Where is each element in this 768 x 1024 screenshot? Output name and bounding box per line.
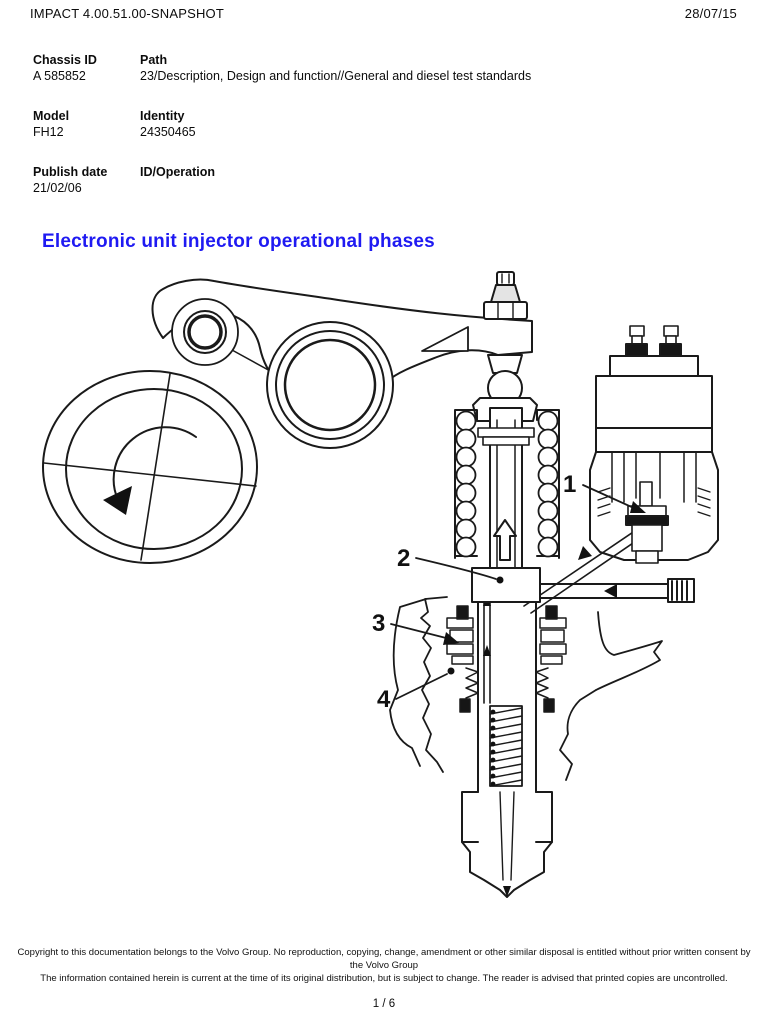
metadata-row-chassis <box>33 52 738 84</box>
page-number: 1 / 6 <box>372 998 396 1010</box>
path-label: Path <box>140 53 168 67</box>
chassis-id-value: A 585852 <box>33 69 86 83</box>
callout-1 <box>563 471 646 513</box>
injector-sleeve <box>447 606 566 712</box>
callout-4 <box>377 668 455 714</box>
header-date: 28/07/15 <box>684 6 737 21</box>
footer-copyright <box>0 946 768 985</box>
svg-text:3: 3 <box>372 610 386 637</box>
footer-line-1: Copyright to this documentation belongs to the Volvo Group. No reproduction, copying, change, amendment or other similar disposal is entitled without prior written consent by <box>17 947 751 958</box>
model-value: FH12 <box>33 125 64 139</box>
cylinder-head-outline-left <box>390 597 447 772</box>
metadata-row-model <box>33 108 738 140</box>
identity-value: 24350465 <box>140 125 196 139</box>
id-operation-value <box>140 180 738 196</box>
app-title: IMPACT 4.00.51.00-SNAPSHOT <box>30 6 225 21</box>
svg-text:4: 4 <box>377 686 391 713</box>
footer-line-3: The information contained herein is current at the time of its original distribution, but is subject to change. The reader is advised that printed copies are uncontrolled. <box>40 973 728 984</box>
injector-diagram <box>0 260 768 950</box>
locknut <box>484 302 527 319</box>
model-label: Model <box>33 109 70 123</box>
svg-text:1: 1 <box>563 471 577 498</box>
callout-3 <box>372 610 459 645</box>
page-header <box>30 6 737 21</box>
chassis-id-label: Chassis ID <box>33 53 97 67</box>
publish-date-label: Publish date <box>33 165 108 179</box>
camshaft-lobe <box>43 371 257 563</box>
section-title: Electronic unit injector operational phases <box>42 231 435 252</box>
nozzle-spring <box>490 706 522 786</box>
identity-label: Identity <box>140 109 185 123</box>
solenoid-valve-unit <box>590 326 718 563</box>
metadata-row-publish <box>33 164 738 196</box>
rocker-bushing-small <box>172 299 238 365</box>
control-valve <box>626 482 668 563</box>
path-value: 23/Description, Design and function//General and diesel test standards <box>140 69 532 83</box>
id-operation-label: ID/Operation <box>140 165 216 179</box>
adjusting-screw <box>484 272 527 319</box>
publish-date-value: 21/02/06 <box>33 181 82 195</box>
plunger <box>478 408 534 568</box>
footer-line-2: the Volvo Group <box>349 960 419 971</box>
cylinder-head-outline-right <box>560 612 662 780</box>
svg-text:2: 2 <box>397 545 411 572</box>
